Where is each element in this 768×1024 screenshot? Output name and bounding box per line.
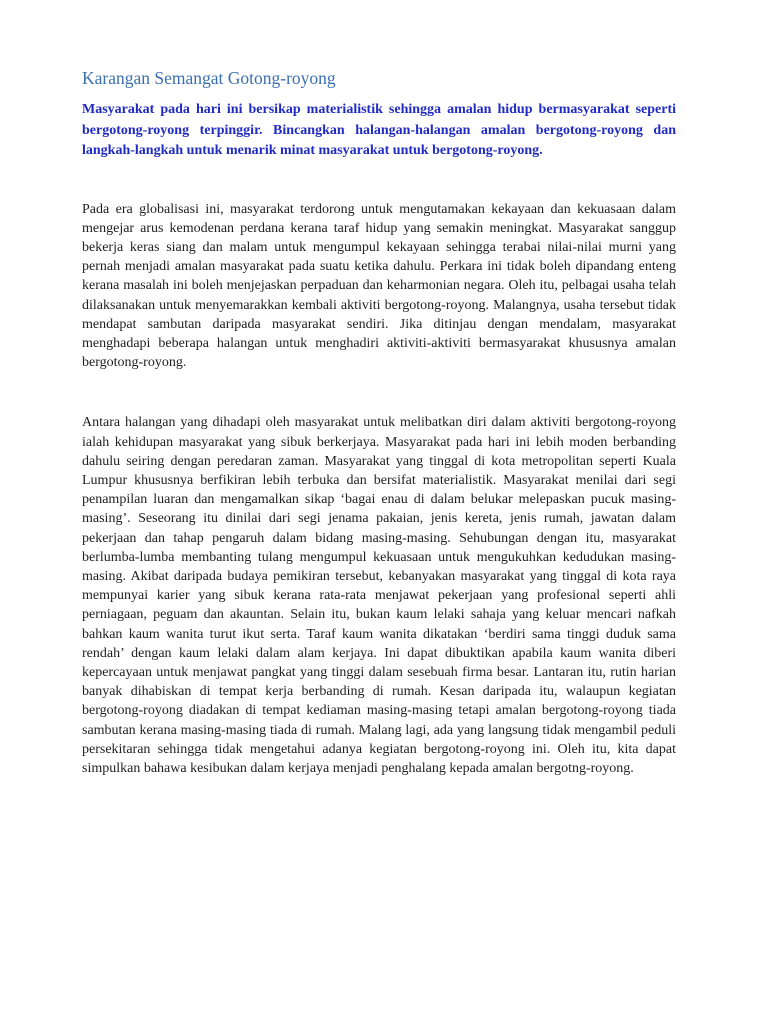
essay-question: Masyarakat pada hari ini bersikap materialistik sehingga amalan hidup bermasyarakat seperti bergotong-royong terpinggir. Bincangkan halangan-halangan amalan bergotong-royong dan langkah-langkah untuk menarik minat masyarakat untuk bergotong-royong. [82,102,676,158]
document-content [82,66,676,819]
paragraph-first-point: Antara halangan yang dihadapi oleh masyarakat untuk melibatkan diri dalam aktiviti bergotong-royong ialah kehidupan masyarakat yang sibuk berkerjaya. Masyarakat pada hari ini lebih moden berbanding dahulu seiring dengan peredaran zaman. Masyarakat yang tinggal di kota metropolitan seperti Kuala Lumpur khususnya berfikiran lebih terbuka dan bersifat materialistik. Masyarakat menilai dari segi penampilan luaran dan mengamalkan sikap ‘bagai enau di dalam belukar melepaskan pucuk masing-masing’. Seseorang itu dinilai dari segi jenama pakaian, jenis kereta, jenis rumah, jawatan dalam pekerjaan dan tahap pengaruh dalam bidang masing-masing. Sehubungan dengan itu, masyarakat berlumba-lumba membanting tulang mengumpul kekuasaan untuk mengukuhkan kedudukan masing-masing. Akibat daripada budaya pemikiran tersebut, kebanyakan masyarakat yang tinggal di kota raya mempunyai karier yang sibuk kerana rata-rata menjawat pekerjaan yang profesional seperti ahli perniagaan, peguam dan akauntan. Selain itu, bukan kaum lelaki sahaja yang keluar mencari nafkah bahkan kaum wanita turut ikut serta. Taraf kaum wanita dikatakan ‘berdiri sama tinggi duduk sama rendah’ dengan kaum lelaki dalam alam kerjaya. Ini dapat dibuktikan apabila kaum wanita diberi kepercayaan untuk menjawat pangkat yang tinggi dalam sesebuah firma besar. Lantaran itu, rutin harian banyak dihabiskan di tempat kerja berbanding di rumah. Kesan daripada itu, walaupun kegiatan bergotong-royong diadakan di tempat kediaman masing-masing tetapi amalan bergotong-royong tiada sambutan kerana masing-masing tiada di rumah. Malang lagi, ada yang langsung tidak mengambil peduli persekitaran sehingga tidak mengetahui adanya kegiatan bergotong-royong ini. Oleh itu, kita dapat simpulkan bahawa kesibukan dalam kerjaya menjadi penghalang kepada amalan bergotng-royong. [82,415,676,776]
paragraph-introduction: Pada era globalisasi ini, masyarakat terdorong untuk mengutamakan kekayaan dan kekuasaan dalam mengejar arus kemodenan perdana kerana taraf hidup yang semakin meningkat. Masyarakat sanggup bekerja keras siang dan malam untuk mengumpul kekayaan sehingga terabai nilai-nilai murni yang pernah menjadi amalan masyarakat pada suatu ketika dahulu. Perkara ini tidak boleh dipandang enteng kerana masalah ini boleh menjejaskan perpaduan dan keharmonian negara. Oleh itu, pelbagai usaha telah dilaksanakan untuk menyemarakkan kembali aktiviti bergotong-royong. Malangnya, usaha tersebut tidak mendapat sambutan daripada masyarakat sendiri. Jika ditinjau dengan mendalam, masyarakat menghadapi beberapa halangan untuk menghadiri aktiviti-aktiviti bermasyarakat khususnya amalan bergotong-royong. [82,201,676,371]
document-title: Karangan Semangat Gotong-royong [82,68,336,88]
